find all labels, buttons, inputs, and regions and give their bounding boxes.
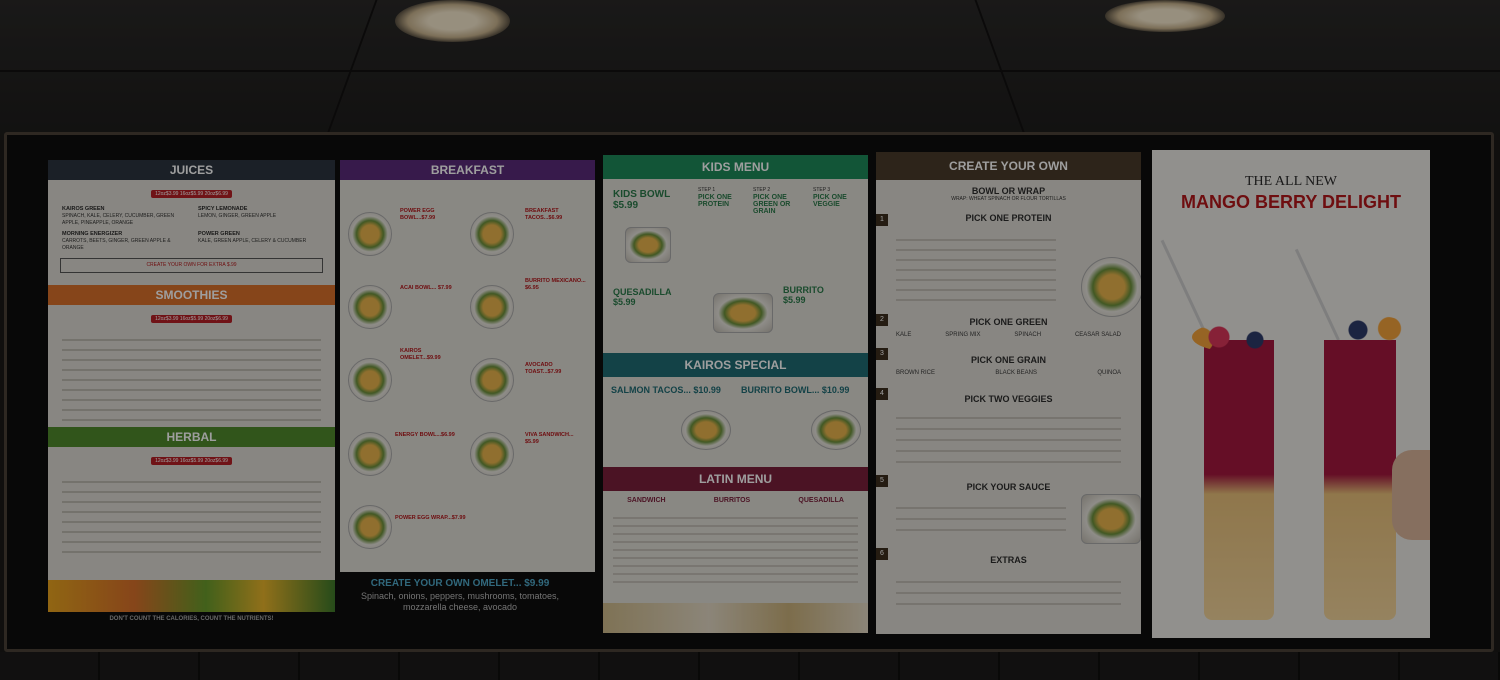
dish-photo — [681, 410, 731, 450]
dish-photo — [470, 358, 514, 402]
hand — [1392, 450, 1430, 540]
dish-photo — [348, 358, 392, 402]
quesadilla-title: QUESADILLA — [613, 287, 672, 297]
grain-option: BROWN RICE — [896, 370, 935, 376]
step-number: 6 — [876, 548, 888, 560]
promo-panel — [1152, 150, 1430, 638]
extras-list — [896, 572, 1121, 612]
dish-photo — [470, 212, 514, 256]
smoothie-list — [62, 331, 321, 421]
breakfast-item: BURRITO MEXICANO... $6.95 — [525, 278, 586, 291]
straw — [1161, 240, 1210, 341]
herbal-header: HERBAL — [48, 427, 335, 447]
juice-item: KAIROS GREEN — [62, 206, 105, 212]
breakfast-item: BREAKFAST TACOS...$6.99 — [525, 208, 563, 221]
omelet-desc: Spinach, onions, peppers, mushrooms, tomatoes, mozzarella cheese, avocado — [360, 591, 560, 612]
omelet-box — [325, 578, 595, 626]
create-note: CREATE YOUR OWN FOR EXTRA $.99 — [60, 258, 323, 273]
kids-bowl-title: KIDS BOWL — [613, 189, 671, 200]
grain-option: QUINOA — [1097, 370, 1121, 376]
step-title: PICK ONE GREEN — [969, 317, 1048, 327]
bowl-or-wrap: BOWL OR WRAP — [971, 186, 1046, 196]
create-your-own-panel — [876, 152, 1141, 634]
breakfast-item: POWER EGG BOWL...$7.99 — [400, 208, 436, 221]
dish-photo — [348, 285, 392, 329]
dish-photo — [1081, 494, 1141, 544]
herbal-sizes: 12oz$3.99 16oz$5.99 20oz$6.99 — [151, 457, 232, 465]
dish-photo — [713, 293, 773, 333]
ceiling-light — [1105, 0, 1225, 32]
step-number: 2 — [876, 314, 888, 326]
step-title: PICK ONE GRAIN — [970, 355, 1046, 365]
smoothies-sizes: 12oz$3.99 16oz$5.99 20oz$6.99 — [151, 315, 232, 323]
breakfast-header: BREAKFAST — [340, 160, 595, 180]
omelet-title: CREATE YOUR OWN OMELET... $9.99 — [370, 578, 550, 589]
juices-panel: JUICES 12oz$3.99 16oz$5.99 20oz$6.99 KAIROS GREEN SPINACH, KALE, CELERY, CUCUMBER, GREEN APPLE, PINEAPPLE, ORANGE SPICY LEMONADE LEMON, GINGER, GREEN APPLE MORNING ENERGIZER CARROTS, BEETS, GINGER, GREEN APPLE & ORANGE POWER GREEN KALE, GREEN APPLE, CELERY & CUCUMBER CREATE YOUR OWN FOR EXTRA $.99 SMOOTHIES 12oz$3.99 16oz$5.99 20oz$6.99 HERBAL 12oz$3.99 16oz$5.99 20oz$6.99 — [48, 160, 335, 612]
breakfast-item: ACAI BOWL... $7.99 — [400, 285, 452, 291]
herbal-list — [62, 473, 321, 553]
step-title: PICK ONE PROTEIN — [965, 213, 1052, 223]
latin-photos — [603, 603, 868, 633]
burrito-price: $5.99 — [783, 295, 806, 305]
step-title: EXTRAS — [990, 555, 1027, 565]
berry-garnish — [1322, 315, 1412, 345]
dish-photo — [348, 212, 392, 256]
dish-photo — [348, 432, 392, 476]
kids-header: KIDS MENU — [603, 155, 868, 179]
dish-photo — [1081, 257, 1141, 317]
breakfast-item: AVOCADO TOAST...$7.99 — [525, 362, 562, 375]
step-title: PICK TWO VEGGIES — [964, 394, 1053, 404]
step-number: 3 — [876, 348, 888, 360]
ceiling — [0, 0, 1500, 140]
latin-header: LATIN MENU — [603, 467, 868, 491]
latin-col: SANDWICH — [627, 497, 666, 504]
quesadilla-price: $5.99 — [613, 297, 636, 307]
breakfast-item: ENERGY BOWL...$6.99 — [395, 432, 455, 438]
juice-item: SPICY LEMONADE — [198, 206, 248, 212]
dish-photo — [811, 410, 861, 450]
juice-item: MORNING ENERGIZER — [62, 231, 123, 237]
grain-option: BLACK BEANS — [995, 370, 1037, 376]
juices-header: JUICES — [48, 160, 335, 180]
burrito-title: BURRITO — [783, 285, 824, 295]
protein-list — [896, 231, 1056, 301]
breakfast-item: POWER EGG WRAP...$7.99 — [395, 515, 466, 521]
juices-sizes: 12oz$3.99 16oz$5.99 20oz$6.99 — [151, 190, 232, 198]
counter — [0, 652, 1500, 680]
step-number: 4 — [876, 388, 888, 400]
burrito-bowl: BURRITO BOWL... $10.99 — [741, 385, 850, 395]
dish-photo — [348, 505, 392, 549]
step-title: PICK YOUR SAUCE — [966, 482, 1051, 492]
step-text: PICK ONE VEGGIE — [813, 194, 847, 208]
salmon-tacos: SALMON TACOS... $10.99 — [611, 385, 721, 395]
dish-photo — [470, 285, 514, 329]
dish-photo — [470, 432, 514, 476]
step-text: PICK ONE GREEN OR GRAIN — [753, 194, 791, 215]
cyo-header: CREATE YOUR OWN — [876, 152, 1141, 180]
wrap-options: WRAP: WHEAT SPINACH OR FLOUR TORTILLAS — [951, 196, 1066, 202]
latin-col: QUESADILLA — [798, 497, 844, 504]
juice-item: POWER GREEN — [198, 231, 240, 237]
smoothie-glass-left — [1204, 340, 1274, 620]
latin-col: BURRITOS — [713, 497, 751, 504]
fruit-image — [48, 580, 335, 612]
berry-garnish — [1192, 322, 1282, 352]
green-option: CEASAR SALAD — [1074, 332, 1121, 338]
latin-list — [613, 511, 858, 587]
sauce-list — [896, 498, 1066, 538]
green-option: SPRING MIX — [945, 332, 981, 338]
breakfast-item: VIVA SANDWICH... $5.99 — [525, 432, 574, 445]
green-option: SPINACH — [1014, 332, 1042, 338]
veggie-list — [896, 408, 1121, 464]
kids-panel: KIDS MENU KIDS BOWL $5.99 STEP 1 PICK ONE PROTEIN STEP 2 PICK ONE GREEN OR GRAIN STEP 3 PICK ONE VEGGIE QUESADILLA $5.99 BURRITO $5.99 KAIROS SPECIAL SALMON TACOS... $10.99 BURRITO BOWL... $10.99 LATIN MENU SANDWICH BURRITOS QUESADILLA — [603, 155, 868, 633]
smoothies-header: SMOOTHIES — [48, 285, 335, 305]
step-number: 5 — [876, 475, 888, 487]
green-option: KALE — [896, 332, 912, 338]
breakfast-item: KAIROS OMELET...$9.99 — [400, 348, 441, 361]
promo-kicker: THE ALL NEW — [1244, 174, 1337, 189]
step-text: PICK ONE PROTEIN — [698, 194, 732, 208]
kids-bowl-price: $5.99 — [613, 200, 639, 211]
breakfast-panel — [340, 160, 595, 572]
footer-slogan: DON'T COUNT THE CALORIES, COUNT THE NUTRIENTS! — [109, 616, 274, 622]
step-number: 1 — [876, 214, 888, 226]
smoothie-glass-right — [1324, 340, 1396, 620]
ceiling-light — [395, 0, 510, 42]
dish-photo — [625, 227, 671, 263]
promo-title: MANGO BERRY DELIGHT — [1180, 192, 1401, 212]
special-header: KAIROS SPECIAL — [603, 353, 868, 377]
